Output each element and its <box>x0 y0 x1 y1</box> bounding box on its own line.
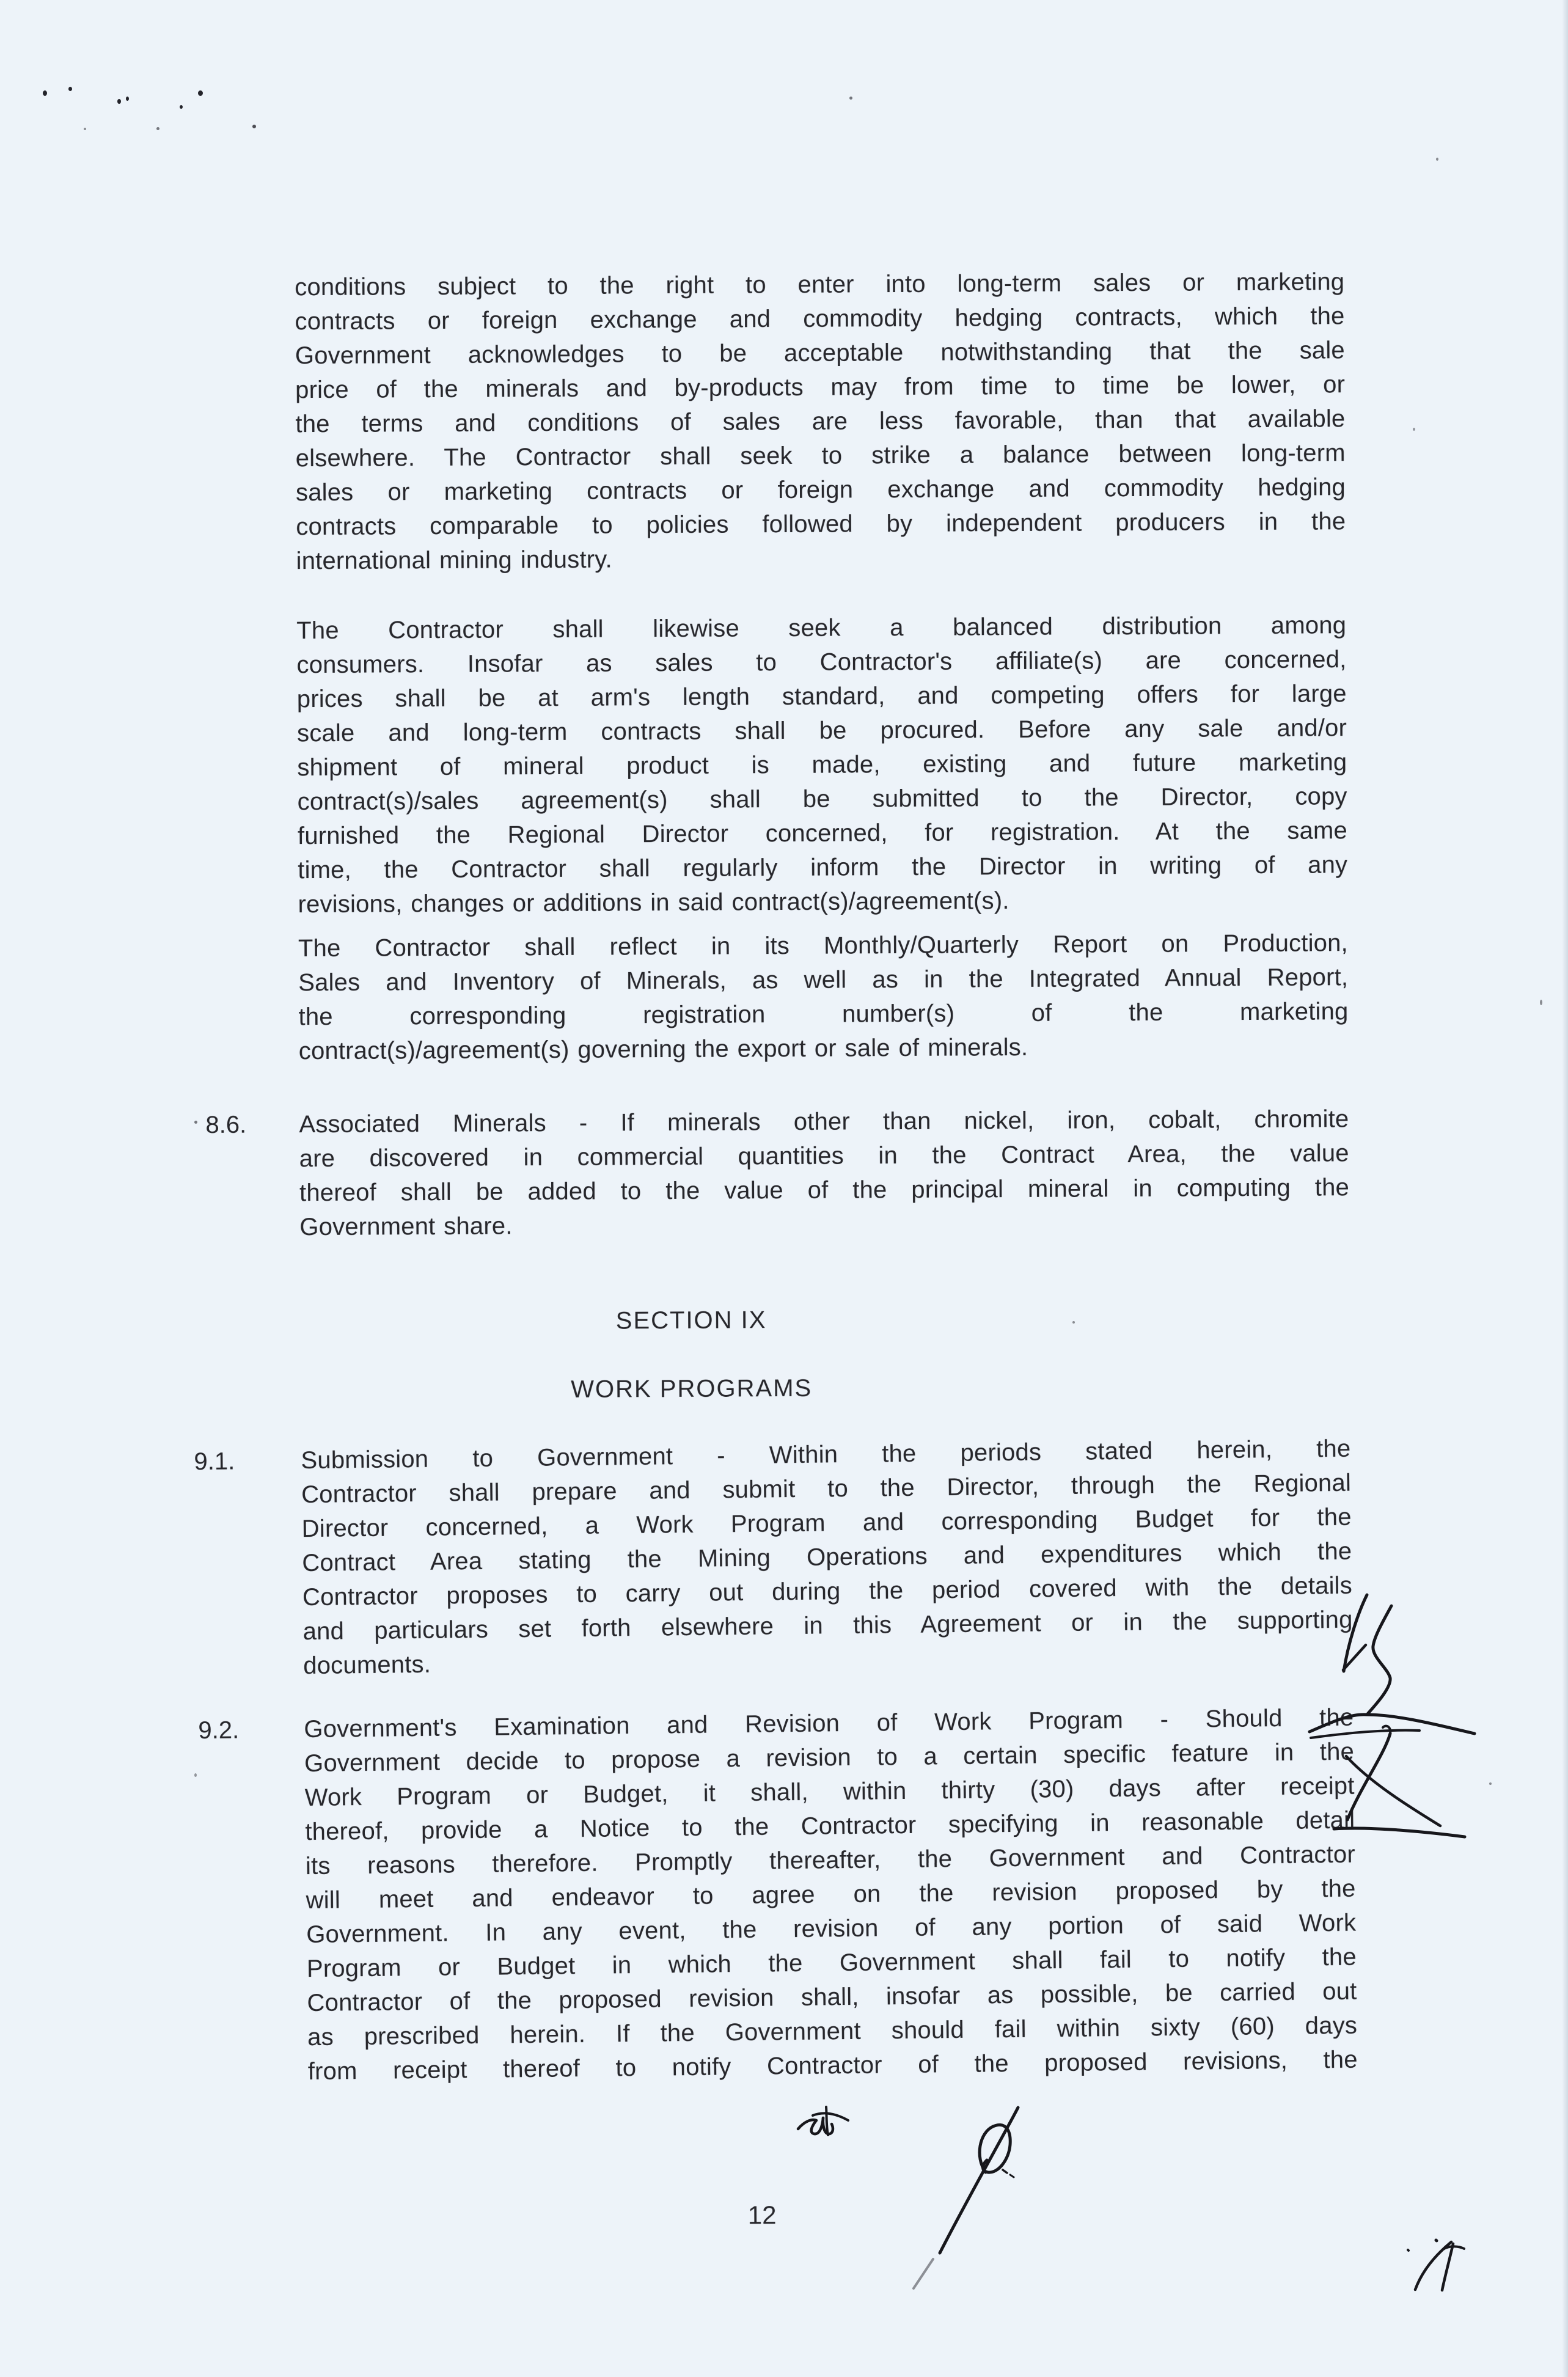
text-line: thereof shall be added to the value of the principal mineral in computing the <box>299 1174 1350 1207</box>
text-line: Government share. <box>299 1212 513 1241</box>
scan-speck <box>1540 1000 1542 1005</box>
section-heading: SECTION IX <box>615 1306 767 1335</box>
text-line: Government acknowledges to be acceptable notwithstanding that the sale <box>295 337 1345 370</box>
clause-number-8-6: 8.6. <box>205 1111 247 1138</box>
scan-speck <box>84 128 86 130</box>
text-line: contracts or foreign exchange and commodity hedging contracts, which the <box>295 302 1345 335</box>
clause-9-2-text <box>304 1701 1358 2089</box>
text-line: Submission to Government - Within the periods stated herein, the <box>301 1435 1351 1474</box>
text-line: time, the Contractor shall regularly inform the Director in writing of any <box>298 851 1348 884</box>
scan-edge-shade <box>1562 0 1568 2377</box>
text-line: are discovered in commercial quantities in the Contract Area, the value <box>299 1140 1349 1173</box>
section-subheading: WORK PROGRAMS <box>571 1374 813 1403</box>
text-line: from receipt thereof to notify Contractor of the proposed revisions, the <box>307 2046 1358 2086</box>
text-line: sales or marketing contracts or foreign exchange and commodity hedging <box>295 474 1346 507</box>
text-line: the corresponding registration number(s) of the marketing <box>298 998 1349 1031</box>
text-line: the terms and conditions of sales are less favorable, than that available <box>295 405 1346 438</box>
scan-speck <box>194 1121 197 1124</box>
text-line: furnished the Regional Director concerned, for registration. At the same <box>297 817 1348 850</box>
text-line: Contractor proposes to carry out during the period covered with the details <box>302 1572 1353 1611</box>
text-line: contracts comparable to policies followed by independent producers in the <box>296 508 1346 541</box>
text-line: Government's Examination and Revision of Work Program - Should the <box>304 1704 1354 1743</box>
text-line: consumers. Insofar as sales to Contractor's affiliate(s) are concerned, <box>296 646 1347 679</box>
scan-speck <box>156 127 159 130</box>
text-line: its reasons therefore. Promptly thereafter, the Government and Contractor <box>305 1840 1356 1880</box>
text-line: conditions subject to the right to enter into long-term sales or marketing <box>295 268 1345 301</box>
scan-speck <box>1413 428 1415 431</box>
text-line: revisions, changes or additions in said contract(s)/agreement(s). <box>298 887 1009 918</box>
text-line: and particulars set forth elsewhere in this Agreement or in the supporting <box>302 1606 1353 1646</box>
scan-speck <box>1489 1782 1492 1785</box>
handwritten-initials-right-margin <box>1323 1583 1494 1845</box>
text-line: as prescribed herein. If the Government should fail within sixty (60) days <box>307 2012 1358 2051</box>
scan-speck <box>198 90 203 96</box>
text-line: contract(s)/agreement(s) governing the export or sale of minerals. <box>298 1033 1028 1065</box>
text-line: Contract Area stating the Mining Operations and expenditures which the <box>302 1537 1352 1577</box>
text-line: price of the minerals and by-products may from time to time be lower, or <box>295 371 1346 404</box>
handwritten-initials-above-page-number <box>794 2102 852 2140</box>
text-line: international mining industry. <box>296 546 612 575</box>
text-line: contract(s)/sales agreement(s) shall be submitted to the Director, copy <box>297 783 1347 816</box>
scan-speck <box>117 99 121 104</box>
text-line: Sales and Inventory of Minerals, as well as in the Integrated Annual Report, <box>298 964 1349 997</box>
clause-number-9-2: 9.2. <box>198 1716 240 1745</box>
text-line: shipment of mineral product is made, existing and future marketing <box>297 749 1347 782</box>
text-line: Work Program or Budget, it shall, within thirty (30) days after receipt <box>304 1772 1355 1812</box>
text-line: Government decide to propose a revision to a certain specific feature in the <box>304 1738 1355 1778</box>
scan-speck <box>1072 1321 1075 1324</box>
scan-speck <box>194 1773 197 1777</box>
text-line: Associated Minerals - If minerals other than nickel, iron, cobalt, chromite <box>299 1105 1349 1138</box>
text-line: scale and long-term contracts shall be procured. Before any sale and/or <box>296 714 1347 747</box>
text-line: elsewhere. The Contractor shall seek to strike a balance between long-term <box>295 439 1346 472</box>
scan-speck <box>849 97 852 100</box>
text-line: documents. <box>303 1650 431 1680</box>
handwritten-signature-lower-right <box>932 2099 1024 2258</box>
scan-speck <box>1436 158 1438 161</box>
text-line: Contractor of the proposed revision shall, insofar as possible, be carried out <box>307 1977 1357 2017</box>
page-number: 12 <box>747 2200 777 2230</box>
scan-speck <box>68 87 72 91</box>
text-line: thereof, provide a Notice to the Contractor specifying in reasonable detail <box>305 1806 1355 1846</box>
scan-speck <box>43 90 47 96</box>
text-line: The Contractor shall likewise seek a balanced distribution among <box>296 612 1347 645</box>
text-line: The Contractor shall reflect in its Monthly/Quarterly Report on Production, <box>298 929 1349 962</box>
text-line: prices shall be at arm's length standard, and competing offers for large <box>296 680 1347 713</box>
handwritten-mark-bottom-corner <box>1407 2232 1468 2299</box>
text-line: Director concerned, a Work Program and corresponding Budget for the <box>301 1503 1352 1543</box>
scan-speck <box>180 105 183 109</box>
clause-9-1-text <box>301 1432 1353 1683</box>
text-line: Government. In any event, the revision of any portion of said Work <box>306 1909 1357 1949</box>
scan-speck <box>126 97 129 101</box>
text-line: will meet and endeavor to agree on the revision proposed by the <box>306 1875 1356 1914</box>
scan-speck <box>252 125 256 128</box>
clause-number-9-1: 9.1. <box>194 1448 235 1476</box>
text-line: Program or Budget in which the Government shall fail to notify the <box>306 1943 1357 1983</box>
text-line: Contractor shall prepare and submit to the Director, through the Regional <box>301 1469 1352 1509</box>
